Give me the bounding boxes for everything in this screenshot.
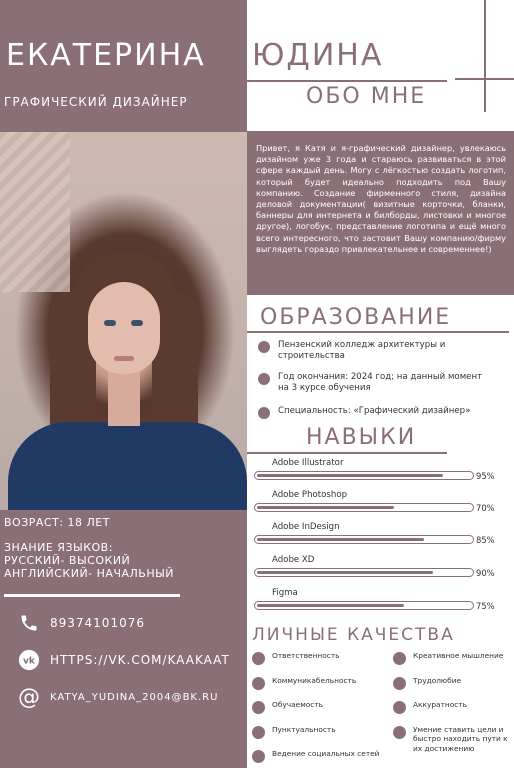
bullet-dot <box>252 652 265 665</box>
bullet-dot <box>393 652 406 665</box>
bullet-dot <box>393 677 406 690</box>
skill-progress-fill <box>257 506 394 509</box>
skill-name: Figma <box>272 588 298 598</box>
contact-phone[interactable] <box>18 612 145 634</box>
bullet-dot <box>252 677 265 690</box>
quality-item: Умение ставить цели и быстро находить пути к их достижению <box>393 725 511 753</box>
about-title-rule <box>247 80 447 82</box>
quality-item: Ведение социальных сетей <box>252 749 382 763</box>
skill-progress-bar <box>254 601 474 610</box>
at-sign-icon: @ <box>18 684 40 710</box>
quality-item: Аккуратность <box>393 700 511 714</box>
qualities-title: ЛИЧНЫЕ КАЧЕСТВА <box>252 625 455 645</box>
contact-vk[interactable] <box>18 649 230 671</box>
skill-progress-bar <box>254 568 474 577</box>
education-item: Год окончания: 2024 год; на данный момент на 3 курсе обучения <box>258 372 494 393</box>
bullet-dot <box>252 750 265 763</box>
bullet-dot <box>252 701 265 714</box>
skill-progress-bar <box>254 471 474 480</box>
quality-item: Ответственность <box>252 651 382 665</box>
language-english: АНГЛИЙСКИЙ- НАЧАЛЬНЫЙ <box>4 567 175 580</box>
bullet-dot <box>393 701 406 714</box>
quality-item: Трудолюбие <box>393 676 511 690</box>
education-item: Специальность: «Графический дизайнер» <box>258 406 498 419</box>
email-address: KATYA_YUDINA_2004@BK.RU <box>50 691 219 703</box>
decorative-vertical-line <box>484 0 486 112</box>
education-rule <box>247 331 509 333</box>
skill-name: Adobe Illustrator <box>272 458 344 468</box>
skill-progress-bar <box>254 535 474 544</box>
skill-name: Adobe InDesign <box>272 522 340 532</box>
skill-percent: 75% <box>476 601 495 611</box>
skill-percent: 90% <box>476 568 495 578</box>
languages-title: ЗНАНИЕ ЯЗЫКОВ: <box>4 541 113 554</box>
phone-icon <box>18 612 40 634</box>
bullet-dot <box>252 726 265 739</box>
contact-email[interactable] <box>18 686 218 708</box>
vk-link: HTTPS://VK.COM/KAAKAAT <box>50 653 230 667</box>
quality-item: Обучаемость <box>252 700 382 714</box>
svg-text:vk: vk <box>22 655 36 667</box>
skill-percent: 85% <box>476 535 495 545</box>
skill-progress-bar <box>254 503 474 512</box>
education-title: ОБРАЗОВАНИЕ <box>260 305 452 330</box>
skill-percent: 95% <box>476 471 495 481</box>
skills-rule <box>247 452 447 454</box>
bullet-dot <box>393 726 406 739</box>
age-text: ВОЗРАСТ: 18 ЛЕТ <box>4 516 110 529</box>
skill-progress-fill <box>257 604 404 607</box>
profession-title: ГРАФИЧЕСКИЙ ДИЗАЙНЕР <box>4 95 188 109</box>
quality-item: Пунктуальность <box>252 725 382 739</box>
bullet-dot <box>258 407 270 419</box>
left-divider <box>4 594 180 597</box>
skill-name: Adobe XD <box>272 555 315 565</box>
bullet-dot <box>258 373 270 385</box>
about-text: Привет, я Катя и я-графический дизайнер, увлекаюсь дизайном уже 3 года и стараюсь развиваться в этой сфере каждый день. Могу с лёгкостью создать логотип, который будет идеально подходить под Вашу компанию. Создание фирменного стиля, дизайна деловой документации( визитные корточки, бланки, баннеры для интернета и билборды, листовки и многое другое), логобук, представление логотипа и ещё много всего интересного, что застовит Вашу компанию/фирму выглядеть гораздо привлекательнее и современнее!) <box>256 143 506 254</box>
first-name: ЕКАТЕРИНА <box>6 38 206 73</box>
quality-item: Коммуникабельность <box>252 676 382 690</box>
vk-icon <box>18 649 40 671</box>
language-russian: РУССКИЙ- ВЫСОКИЙ <box>4 554 131 567</box>
education-item: Пензенский колледж архитектуры и строительства <box>258 340 488 361</box>
skill-progress-fill <box>257 571 433 574</box>
skill-percent: 70% <box>476 503 495 513</box>
decorative-horizontal-line <box>455 78 514 80</box>
skill-name: Adobe Photoshop <box>272 490 348 500</box>
skill-progress-fill <box>257 474 443 477</box>
profile-photo <box>0 132 247 510</box>
last-name: ЮДИНА <box>252 38 384 73</box>
skill-progress-fill <box>257 538 424 541</box>
about-title: ОБО МНЕ <box>306 84 427 109</box>
quality-item: Креативное мышление <box>393 651 511 665</box>
phone-number: 89374101076 <box>50 616 145 630</box>
skills-title: НАВЫКИ <box>306 425 417 450</box>
bullet-dot <box>258 341 270 353</box>
